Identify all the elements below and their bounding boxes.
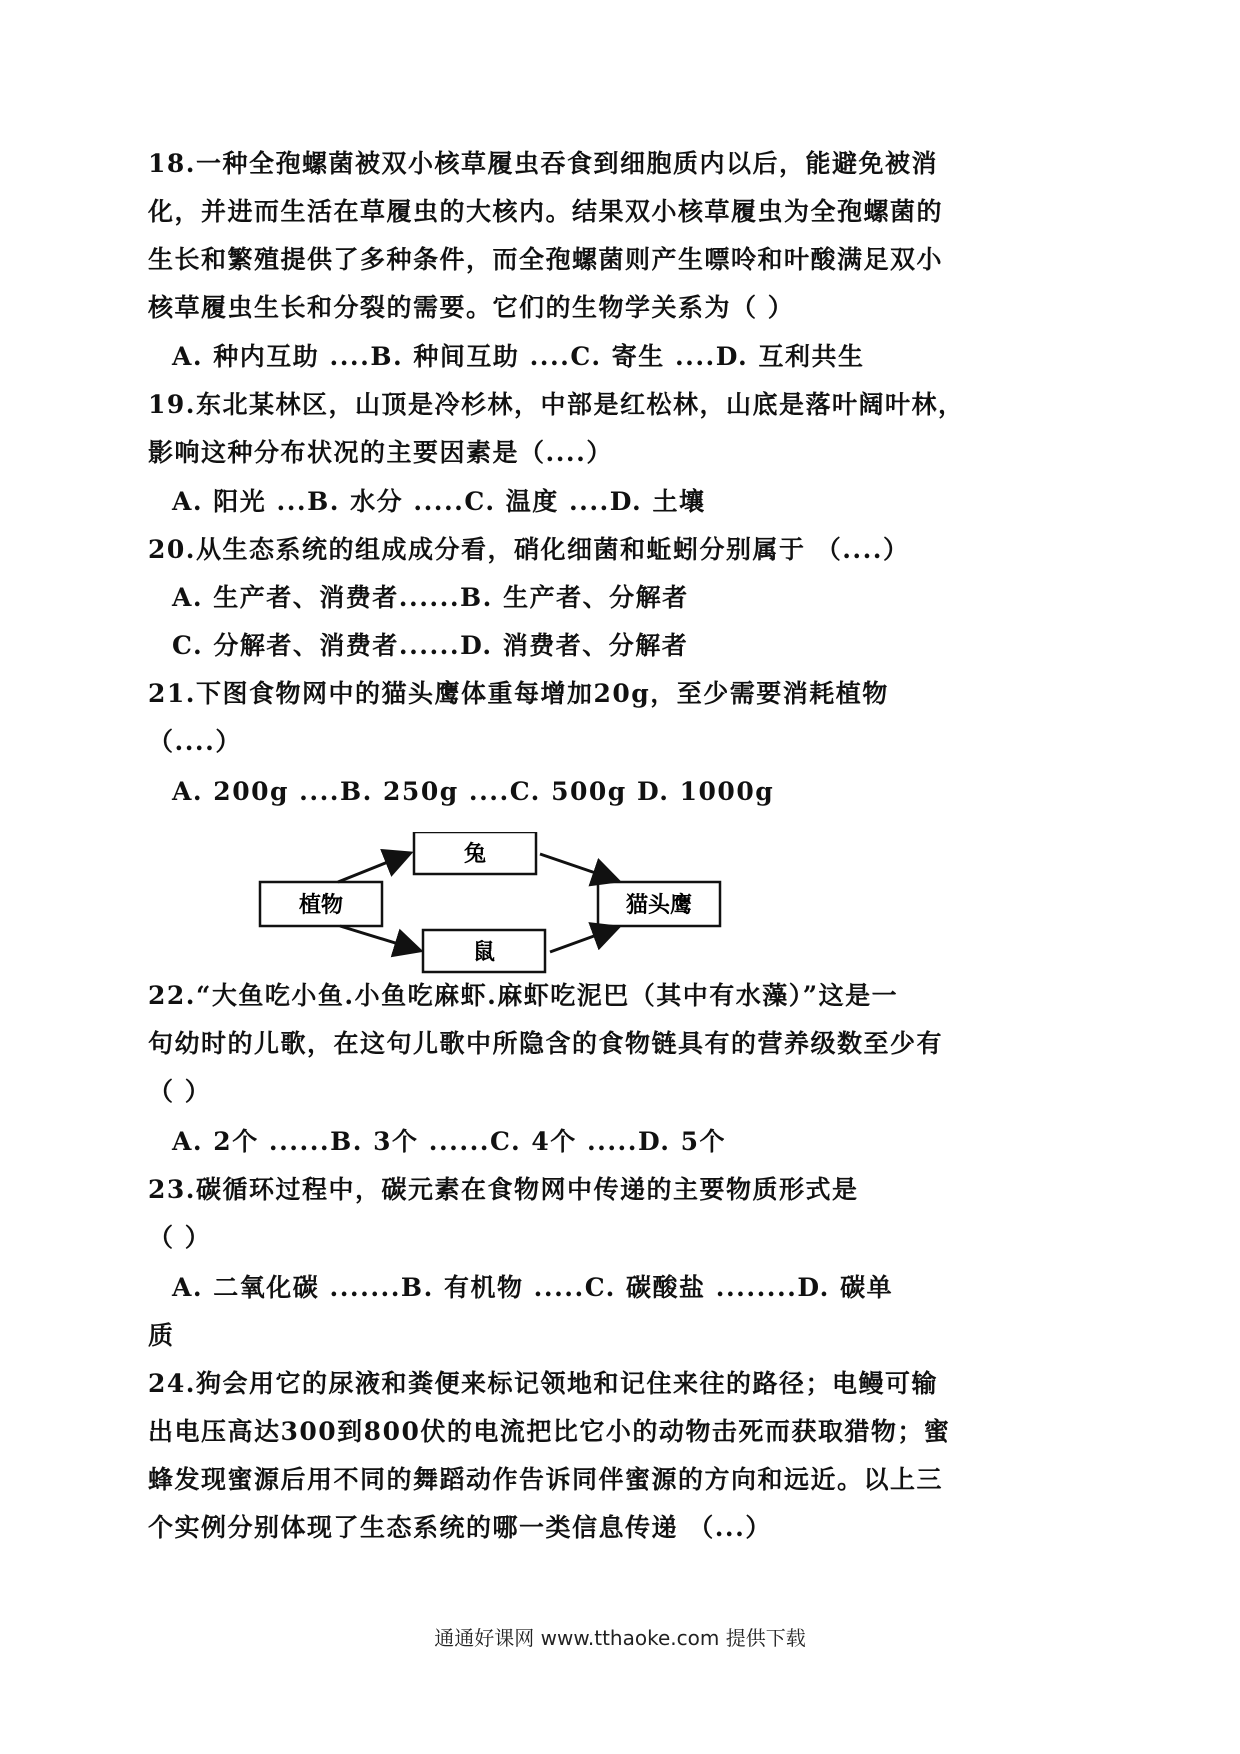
q21-options: A. 200g ....B. 250g ....C. 500g D. 1000g: [172, 777, 775, 806]
q21-line-1: 21.下图食物网中的猫头鹰体重每增加20g，至少需要消耗植物: [148, 679, 889, 708]
plant-label: 植物: [298, 893, 344, 918]
rabbit-label: 兔: [463, 842, 487, 867]
owl-label: 猫头鹰: [625, 893, 693, 918]
q18-options: A. 种内互助 ....B. 种间互助 ....C. 寄生 ....D. 互利共生: [172, 342, 865, 371]
q22-line-1: 22.“大鱼吃小鱼.小鱼吃麻虾.麻虾吃泥巴（其中有水藻）”这是一: [148, 981, 899, 1010]
q23-options-1: A. 二氧化碳 .......B. 有机物 .....C. 碳酸盐 ........D. 碳单: [172, 1273, 894, 1302]
q23-line-1: 23.碳循环过程中，碳元素在食物网中传递的主要物质形式是: [148, 1175, 859, 1204]
q24-line-1: 24.狗会用它的尿液和粪便来标记领地和记住来往的路径；电鳗可输: [148, 1369, 938, 1398]
q21-line-2: （....）: [148, 727, 242, 756]
q19-options: A. 阳光 ...B. 水分 .....C. 温度 ....D. 土壤: [172, 487, 706, 516]
arrow-plant-mouse: [340, 926, 418, 950]
arrow-rabbit-owl: [540, 854, 616, 880]
q18-line-1: 18.一种全孢螺菌被双小核草履虫吞食到细胞质内以后，能避免被消: [148, 149, 938, 178]
q20-options-2: C. 分解者、消费者......D. 消费者、分解者: [172, 631, 689, 660]
q18-line-3: 生长和繁殖提供了多种条件，而全孢螺菌则产生嘌呤和叶酸满足双小: [148, 245, 944, 274]
q23-options-2: 质: [148, 1321, 175, 1350]
q20-line-1: 20.从生态系统的组成成分看，硝化细菌和蚯蚓分别属于 （....）: [148, 535, 910, 564]
q19-line-2: 影响这种分布状况的主要因素是（....）: [148, 438, 613, 467]
q22-line-3: （ ）: [148, 1077, 212, 1106]
q20-options-1: A. 生产者、消费者......B. 生产者、分解者: [172, 583, 689, 612]
q22-line-2: 句幼时的儿歌，在这句儿歌中所隐含的食物链具有的营养级数至少有: [148, 1029, 944, 1058]
page-footer: 通通好课网 www.tthaoke.com 提供下载: [434, 1626, 806, 1650]
arrow-mouse-owl: [550, 928, 616, 952]
mouse-label: 鼠: [472, 940, 496, 965]
arrow-plant-rabbit: [338, 854, 408, 882]
food-web-diagram: [150, 832, 750, 992]
q24-line-3: 蜂发现蜜源后用不同的舞蹈动作告诉同伴蜜源的方向和远近。以上三: [148, 1465, 944, 1494]
q24-line-4: 个实例分别体现了生态系统的哪一类信息传递 （...）: [148, 1513, 772, 1542]
q24-line-2: 出电压高达300到800伏的电流把比它小的动物击死而获取猎物；蜜: [148, 1417, 951, 1446]
q23-line-2: （ ）: [148, 1223, 212, 1252]
q18-line-2: 化，并进而生活在草履虫的大核内。结果双小核草履虫为全孢螺菌的: [148, 197, 944, 226]
q19-line-1: 19.东北某林区，山顶是冷杉林，中部是红松林，山底是落叶阔叶林，: [148, 390, 965, 419]
q22-options: A. 2个 ......B. 3个 ......C. 4个 .....D. 5个: [172, 1127, 727, 1156]
q18-line-4: 核草履虫生长和分裂的需要。它们的生物学关系为（ ）: [148, 293, 795, 322]
